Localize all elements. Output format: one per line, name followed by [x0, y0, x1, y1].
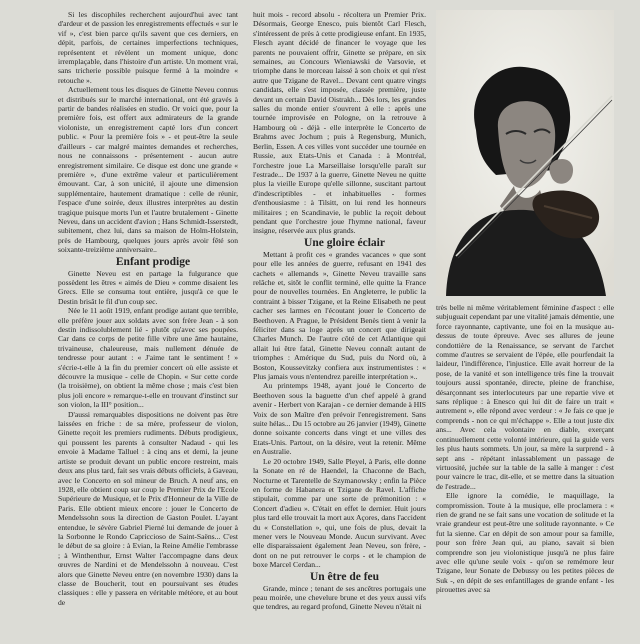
- section-heading-une-gloire-eclair: Une gloire éclair: [304, 236, 385, 249]
- section-heading-enfant-prodige: Enfant prodige: [115, 255, 191, 268]
- text-column-1: [58, 10, 238, 607]
- paragraph: Le 20 octobre 1949, Salle Pleyel, à Paris, elle donne la Sonate en ré de Haendel, la Chaconne de Bach, Nocturne et Tarentelle de Szymanowsky ; enfin la Pièce en forme de Habanera et Tzigane de Ravel. L'affiche stipulait, comme par une sorte de prémonition : « Concert d'adieu ». C'était en effet le dernier. Huit jours plus tard elle trouvait la mort aux Açores, dans l'accident du « Constellation », qui, une fois de plus, devait la mener vers le Nouveau Monde. Aucun survivant. Avec elle disparaissaient également Jean Neveu, son frère, - dont on ne put retrouver le corps - et le champion de boxe Marcel Cerdan...: [253, 456, 426, 570]
- paragraph: Ginette Neveu est en partage la fulgurance que possèdent les êtres « aimés de Dieu » comme disaient les Grecs. Elle se consuma tout entière, jusqu'à ce que le Destin brisât le fil d'un coup sec.: [58, 268, 238, 306]
- text-column-3: [436, 303, 614, 595]
- violinist-illustration: [436, 10, 614, 296]
- paragraph: Au printemps 1948, ayant joué le Concerto de Beethoven sous la baguette d'un chef appelé à grand avenir - Herbert von Karajan - ce dernier demande à HIS Voix de son Maître d'en prévoir l'enregistrement. Sans suite hélas... Du 15 octobre au 26 janvier (1949), Ginette donne soixante concerts dans vingt et une villes des Etats-Unis. Partout, on la désire, veut la retenir. Même en Australie.: [253, 381, 426, 457]
- section-heading-un-etre-de-feu: Un être de feu: [309, 570, 380, 583]
- paragraph: Elle ignore la comédie, le maquillage, la compromission. Toute à la musique, elle proclamera : « rien de grand ne se fait sans une vocation de solitude et la vraie grandeur est peut-être une solitude rayonnante. » Ce fut la sienne. Car en dépit de son amour pour sa famille, pour son frère Jean qui, au piano, savait si bien comprendre son jeu violonistique jusqu'à ne plus faire avec elle qu'une seule voix - qu'on se remémore leur Tzigane, leur Sonate de Debussy ou les petites pièces de Suk -, en dépit de ses enfantillages de grande enfant - les pirouettes avec sa: [436, 491, 614, 595]
- paragraph: Grande, mince ; tenant de ses ancêtres portugais une peau moirée, une chevelure brune et des yeux aussi vifs que tendres, au regard profond, Ginette Neveu n'était ni: [253, 583, 426, 612]
- text-column-2: [253, 10, 426, 612]
- paragraph: Si les discophiles recherchent aujourd'hui avec tant d'ardeur et de passion les enregistrements effectués « sur le vif », c'est bien parce qu'ils savent que ces derniers, en dépit, parfois, de certaines imperfections techniques, représentent et révèlent un moment unique, donc irremplaçable, dans l'histoire d'un artiste. Un moment vrai, sans tricherie possible puisque fermé à la moindre « retouche ».: [58, 10, 238, 85]
- paragraph: huit mois - record absolu - récoltera un Premier Prix. Désormais, George Enesco, puis bientôt Carl Flesch, s'intéressent de près à cette prodigieuse enfant. En 1935, Flesch ayant décidé de financer le voyage que les parents ne pouvaient offrir, Ginette se prépare, en six semaines, au Concours Wieniawski de Varsovie, et triomphe dans le morceau laissé à son choix et qui n'est autre que Tzigane de Ravel... Devant cent quatre vingts candidats, elle s'est imposée, classée première, juste devant un certain David Oistrakh... Dès lors, les grandes salles du monde entier s'ouvrent à elle : après une tournée improvisée en Pologne, on la retrouve à Hambourg où - déjà - elle interprète le Concerto de Brahms avec Jochum ; puis à Regensburg, Munich, Berlin, Essen. A ces villes vont succéder une tournée en Russie, aux Etats-Unis et Canada : à Montréal, l'orchestre joue La Marseillaise lorsqu'elle paraît sur l'estrade... De 1937 à la guerre, Ginette Neveu ne quitte plus la vieille Europe qu'elle sillonne, suscitant partout d'indescriptibles - et inhabituelles - formes d'enthousiasme : à Tilsitt, on lui rend les honneurs militaires ; en Scandinavie, le public la reçoit debout pendant que l'orchestre joue l'hymne national, faveur insigne, réservée aux plus grands.: [253, 10, 426, 236]
- paragraph: D'aussi remarquables dispositions ne doivent pas être laissées en friche : de sa mère, professeur de violon, Ginette reçoit les premiers rudiments. Débuts prodigieux, qui poussent les parents à consulter Nadaud - qui les envoie à Madame Talluel : à cinq ans et demi, la jeune artiste se produit devant un public encore restreint, mais deux ans plus tard, fait ses vrais débuts officiels, à Gaveau, avec le Concerto en sol mineur de Bruch. A neuf ans, en 1928, elle obtient coup sur coup le Premier Prix de l'Ecole Supérieure de Musique, et le Prix d'Honneur de la Ville de Paris. Elle obtient mieux encore : jouer le Concerto de Mendelssohn sous la direction de Gaston Poulet. L'ayant entendue, le sévère Gabriel Pierné lui demande de jouer à la Sorbonne le Rondo Capriccioso de Saint-Saëns... C'est le début de sa gloire : à Evian, la Reine Amélie l'embrasse ; à Winthenthur, Ernst Walter l'accompagne dans deux œuvres de Nardini et de Mendelssohn à nouveau. C'est alors que Ginette Neveu entre (en novembre 1930) dans la classe de Boucherit, tout en poursuivant ses études classiques : elle y passera en véritable météore, et au bout de: [58, 409, 238, 607]
- paragraph: Née le 11 août 1919, enfant prodige autant que terrible, elle préfère jouer aux soldats avec son frère Jean - à son destin indissolublement lié - plutôt qu'avec ses poupées. Car dans ce corps de petite fille vibre une âme hautaine, trivaineuse, chaleureuse, mais nullement dénuée de tendresse pour autant : « J'aime tant le sentiment ! » s'écrie-t-elle à la fin du premier concert où elle assiste et découvre la musique - celle de Chopin. « Sur cette corde (la troisième), on obtient la même chose ; mais c'est bien plus joli encore » remarque-t-elle en trouvant d'instinct sur son violon, la III° position...: [58, 306, 238, 410]
- paragraph: Actuellement tous les disques de Ginette Neveu connus et distribués sur le marché international, ont été gravés à partir de bandes réalisées en studio. Or voici que, pour la première fois, est offert aux admirateurs de la grande violoniste, un enregistrement capté lors d'un concert public. « Pour la première fois » - et peut-être la seule d'ailleurs - car malgré maintes demandes et recherches, nous ne connaissons - présentement - aucun autre enregistrement similaire. Ce disque est donc une grande « première », d'une extrême valeur et particulièrement émouvant. Car, à son unicité, il ajoute une dimension supplémentaire, hautement dramatique : celle de réunir, l'espace d'une soirée, deux illustres interprètes au destin tragique puisque morts l'un et l'autre brutalement - Ginette Neveu, dans un accident d'avion ; Hans Schmidt-Isserstedt, subitement, chez lui, dans sa maison de Holm-Holstein, près de Hambourg, quelques jours après avoir fêté son soixante-treizième anniversaire..: [58, 85, 238, 255]
- violinist-portrait-photo: [436, 10, 614, 296]
- paragraph: Mettant à profit ces « grandes vacances » que sont pour elle les années de guerre, refusant en 1941 des cachets « allemands », Ginette Neveu travaille sans relâche et, sitôt le conflit terminé, elle quitte la France pour de nouvelles tournées. En Angleterre, le public la contraint à bisser Tzigane, et la Reine Elisabeth ne peut cacher ses larmes en l'écoutant jouer le Concerto de Beethoven. A Prague, le Président Benès tient à venir la féliciter dans sa loge après un concert que dirigeait Charles Munch. De l'autre côté de cet Atlantique qui allait lui être fatal, Ginette Neveu connaît autant de triomphes : Amérique du Sud, puis du Nord où, à Boston, Koussevitzky confiera aux instrumentistes : « Plus jamais vous n'entendrez pareille interprétation »..: [253, 249, 426, 382]
- paragraph: très belle ni même véritablement féminine d'aspect : elle subjuguait cependant par une vitalité jamais démentie, une force rayonnante, captivante, une foi en la musique au-dessus de toute épreuve. Avec ses allures de jeune condottière de la Renaissance, se servant de l'archet comme d'autres se servaient de l'épée, elle pourfendait la laideur, l'indifférence, l'injustice. Elle avait horreur de la pose, de la vanité et son intelligence très fine la trouvait toujours aussi spontanée, directe, pleine de franchise, désarçonnant ses interlocuteurs par une repartie vive et sans réplique : à Enesco qui lui dit de faire un trait « autrement », elle répond avec verdeur : « Je fais ce que je comprends - non ce qui m'échappe ». Elle a tout juste dix ans... Avec cela volontaire en diable, exerçant continuellement cette volonté intérieure, qui la guide vers les plus hauts sommets. Un jour, sa mère la surprend - à sept ans - répétant inlassablement un passage de virtuosité, juchée sur la table de la salle à manger : c'est pour vaincre le trac, dit-elle, et se mettre dans la situation de l'estrade...: [436, 303, 614, 491]
